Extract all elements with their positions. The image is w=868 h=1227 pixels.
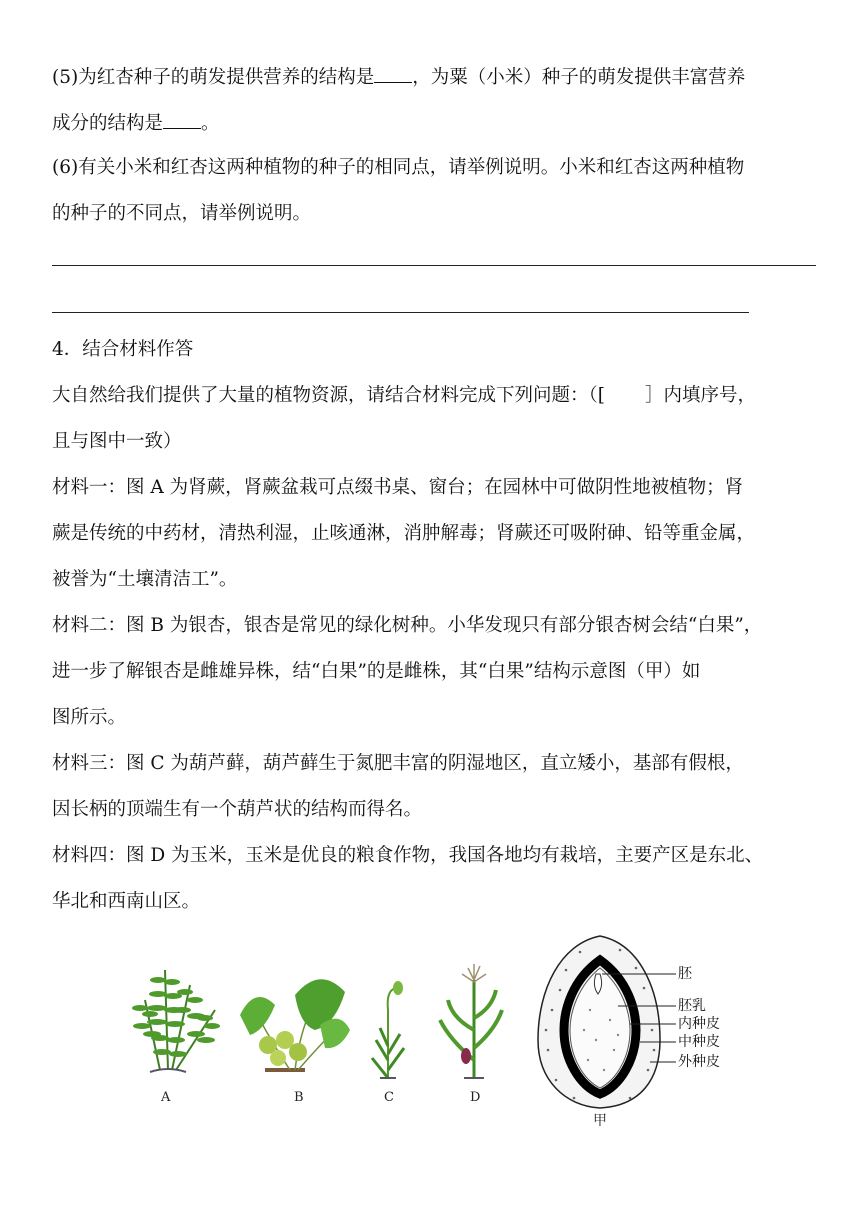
q4-intro-line-2: 且与图中一致） [52,431,182,452]
material-4-line-1: 材料四：图 D 为玉米，玉米是优良的粮食作物，我国各地均有栽培，主要产区是东北、 [52,845,764,866]
label-endosperm: 胚乳 [678,998,706,1014]
label-embryo: 胚 [678,966,692,982]
q4-heading: 4．结合材料作答 [52,339,194,360]
material-3-line-1: 材料三：图 C 为葫芦藓，葫芦藓生于氮肥丰富的阴湿地区，直立矮小，基部有假根， [52,753,744,774]
q5-blank-1[interactable] [374,64,412,83]
caption-a: A [161,1090,171,1105]
q4-intro-a: 大自然给我们提供了大量的植物资源，请结合材料完成下列问题：（[ [52,385,605,406]
caption-c: C [384,1090,394,1105]
plant-figure-drawing [0,930,868,1130]
q4-intro-line-1 [52,384,822,408]
material-1-line-1: 材料一：图 A 为肾蕨，肾蕨盆栽可点缀书桌、窗台；在园林中可做阴性地被植物；肾 [52,477,744,498]
q5-line-2 [52,110,822,136]
q5-text-1: (5)为红杏种子的萌发提供营养的结构是 [52,67,375,88]
q6-line-1: (6)有关小米和红杏这两种植物的种子的相同点，请举例说明。小米和红杏这两种植物 [52,157,745,178]
caption-b: B [294,1090,304,1105]
moss-illustration [372,981,404,1078]
label-inner-seed-coat: 内种皮 [678,1016,720,1032]
ginkgo-illustration [240,979,350,1070]
answer-line-1[interactable] [52,265,816,266]
material-1-line-3: 被誉为“土壤清洁工”。 [52,569,238,590]
material-3-line-2: 因长柄的顶端生有一个葫芦状的结构而得名。 [52,799,423,820]
answer-line-2[interactable] [52,312,749,313]
corn-illustration [440,964,502,1078]
label-outer-seed-coat: 外种皮 [678,1054,720,1070]
q4-intro-b: ］内填序号， [644,385,756,406]
caption-d: D [470,1090,481,1105]
q5-line-1 [52,64,822,90]
fern-illustration [132,970,220,1072]
material-4-line-2: 华北和西南山区。 [52,891,201,912]
material-1-line-2: 蕨是传统的中药材，清热利湿，止咳通淋，消肿解毒；肾蕨还可吸附砷、铅等重金属， [52,523,756,544]
q5-blank-2[interactable] [163,110,201,129]
label-middle-seed-coat: 中种皮 [678,1034,720,1050]
seed-section-diagram [538,936,676,1108]
material-2-line-3: 图所示。 [52,707,127,728]
q5-text-3: 成分的结构是 [52,113,164,134]
q5-text-2: ，为粟（小米）种子的萌发提供丰富营养 [412,67,746,88]
caption-seed: 甲 [593,1113,607,1129]
q5-text-4: 。 [201,113,220,134]
plant-figure [0,930,868,1130]
material-2-line-1: 材料二：图 B 为银杏，银杏是常见的绿化树种。小华发现只有部分银杏树会结“白果”， [52,615,763,636]
material-2-line-2: 进一步了解银杏是雌雄异株，结“白果”的是雌株，其“白果”结构示意图（甲）如 [52,661,701,682]
q6-line-2: 的种子的不同点，请举例说明。 [52,203,312,224]
